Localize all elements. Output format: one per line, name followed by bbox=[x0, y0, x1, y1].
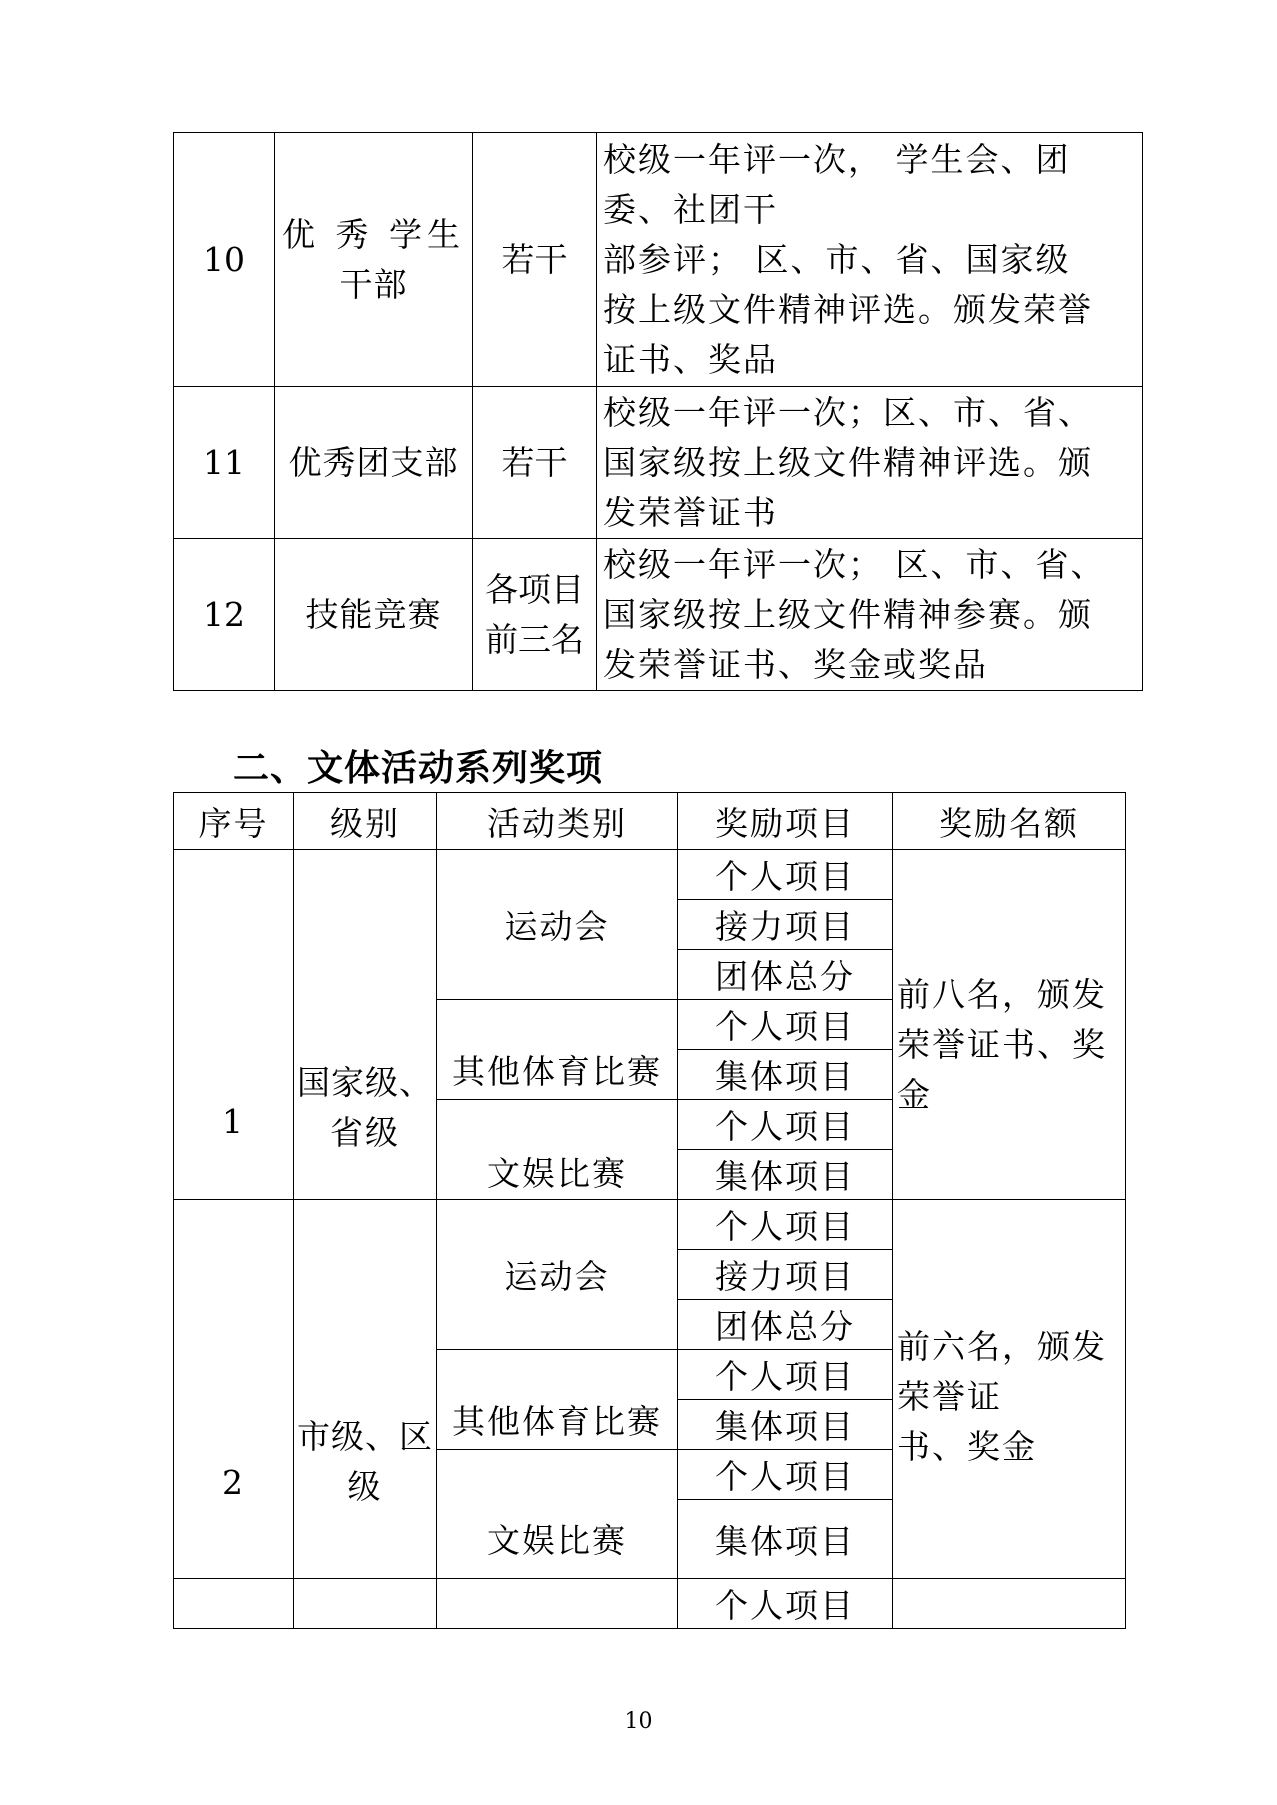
quota-line: 荣誉证 bbox=[897, 1377, 1002, 1416]
group-quota bbox=[893, 850, 1126, 1200]
description-line: 校级一年评一次， 学生会、团 bbox=[603, 139, 1071, 179]
award-item: 团体总分 bbox=[678, 950, 893, 1000]
award-quota bbox=[473, 539, 597, 691]
description-line: 发荣誉证书、奖金或奖品 bbox=[603, 644, 988, 684]
award-name: 技能竞赛 bbox=[275, 539, 473, 691]
award-name bbox=[275, 133, 473, 387]
quota-line: 前六名，颁发 bbox=[897, 1327, 1107, 1366]
description-line: 国家级按上级文件精神评选。颁 bbox=[603, 442, 1093, 482]
award-item: 集体项目 bbox=[678, 1400, 893, 1450]
quota-line: 各项目 bbox=[485, 569, 584, 609]
level-line: 级 bbox=[347, 1467, 383, 1506]
row-number: 10 bbox=[174, 133, 275, 387]
description-line: 按上级文件精神评选。颁发荣誉 bbox=[603, 289, 1093, 329]
description-line: 国家级按上级文件精神参赛。颁 bbox=[603, 594, 1093, 634]
group-seq bbox=[174, 1200, 294, 1579]
award-item: 集体项目 bbox=[678, 1500, 893, 1579]
quota-line: 书、奖金 bbox=[897, 1427, 1037, 1466]
award-item: 个人项目 bbox=[678, 1350, 893, 1400]
group-level bbox=[294, 850, 437, 1200]
category-cell: 运动会 bbox=[437, 1200, 678, 1350]
section-heading: 二、文体活动系列奖项 bbox=[233, 748, 604, 789]
level-line: 省级 bbox=[330, 1113, 400, 1152]
award-quota: 若干 bbox=[473, 387, 597, 539]
table-row bbox=[174, 387, 1143, 539]
level-line: 市级、区 bbox=[297, 1417, 433, 1456]
header-level: 级别 bbox=[294, 793, 437, 850]
award-name-line: 干部 bbox=[339, 264, 408, 304]
description-line: 证书、奖品 bbox=[603, 339, 778, 379]
row-number: 11 bbox=[174, 387, 275, 539]
level-line: 国家级、 bbox=[297, 1063, 433, 1102]
award-name: 优秀团支部 bbox=[275, 387, 473, 539]
category-cell: 文娱比赛 bbox=[437, 1100, 678, 1200]
description-line: 校级一年评一次；区、市、省、 bbox=[603, 392, 1093, 432]
award-item: 接力项目 bbox=[678, 1250, 893, 1300]
header-seq: 序号 bbox=[174, 793, 294, 850]
header-award-quota: 奖励名额 bbox=[893, 793, 1126, 850]
table-row bbox=[174, 1579, 1126, 1629]
table-row bbox=[174, 133, 1143, 387]
quota-line: 金 bbox=[897, 1075, 932, 1114]
award-name-line: 优 秀 学生 bbox=[282, 214, 465, 254]
group-quota bbox=[893, 1200, 1126, 1579]
category-cell: 其他体育比赛 bbox=[437, 1350, 678, 1450]
award-item: 个人项目 bbox=[678, 1450, 893, 1500]
description-line: 发荣誉证书 bbox=[603, 492, 778, 532]
description-line: 校级一年评一次； 区、市、省、 bbox=[603, 544, 1106, 584]
sports-culture-awards-table bbox=[173, 792, 1126, 1629]
description-line: 部参评； 区、市、省、国家级 bbox=[603, 239, 1071, 279]
awards-table-continued bbox=[173, 132, 1143, 691]
category-cell: 运动会 bbox=[437, 850, 678, 1000]
award-description bbox=[597, 539, 1143, 691]
group-seq bbox=[174, 850, 294, 1200]
description-line: 委、社团干 bbox=[603, 189, 778, 229]
empty-cell bbox=[174, 1579, 294, 1629]
header-award-item: 奖励项目 bbox=[678, 793, 893, 850]
empty-cell bbox=[437, 1579, 678, 1629]
row-number: 12 bbox=[174, 539, 275, 691]
category-cell: 其他体育比赛 bbox=[437, 1000, 678, 1100]
award-quota: 若干 bbox=[473, 133, 597, 387]
table-header-row bbox=[174, 793, 1126, 850]
quota-line: 前三名 bbox=[485, 619, 584, 659]
table-row bbox=[174, 850, 1126, 900]
award-item: 团体总分 bbox=[678, 1300, 893, 1350]
award-item: 个人项目 bbox=[678, 1000, 893, 1050]
header-category: 活动类别 bbox=[437, 793, 678, 850]
group-seq-text: 2 bbox=[222, 1463, 245, 1502]
award-item: 个人项目 bbox=[678, 1579, 893, 1629]
award-item: 个人项目 bbox=[678, 1200, 893, 1250]
award-description bbox=[597, 133, 1143, 387]
award-item: 个人项目 bbox=[678, 850, 893, 900]
category-cell: 文娱比赛 bbox=[437, 1450, 678, 1579]
empty-cell bbox=[294, 1579, 437, 1629]
empty-cell bbox=[893, 1579, 1126, 1629]
award-item: 接力项目 bbox=[678, 900, 893, 950]
award-item: 集体项目 bbox=[678, 1150, 893, 1200]
award-item: 集体项目 bbox=[678, 1050, 893, 1100]
table-row bbox=[174, 539, 1143, 691]
table-row bbox=[174, 1200, 1126, 1250]
quota-line: 荣誉证书、奖 bbox=[897, 1025, 1107, 1064]
quota-line: 前八名，颁发 bbox=[897, 975, 1107, 1014]
award-item: 个人项目 bbox=[678, 1100, 893, 1150]
award-description bbox=[597, 387, 1143, 539]
group-seq-text: 1 bbox=[222, 1102, 245, 1141]
group-level bbox=[294, 1200, 437, 1579]
page-number: 10 bbox=[624, 1709, 653, 1734]
